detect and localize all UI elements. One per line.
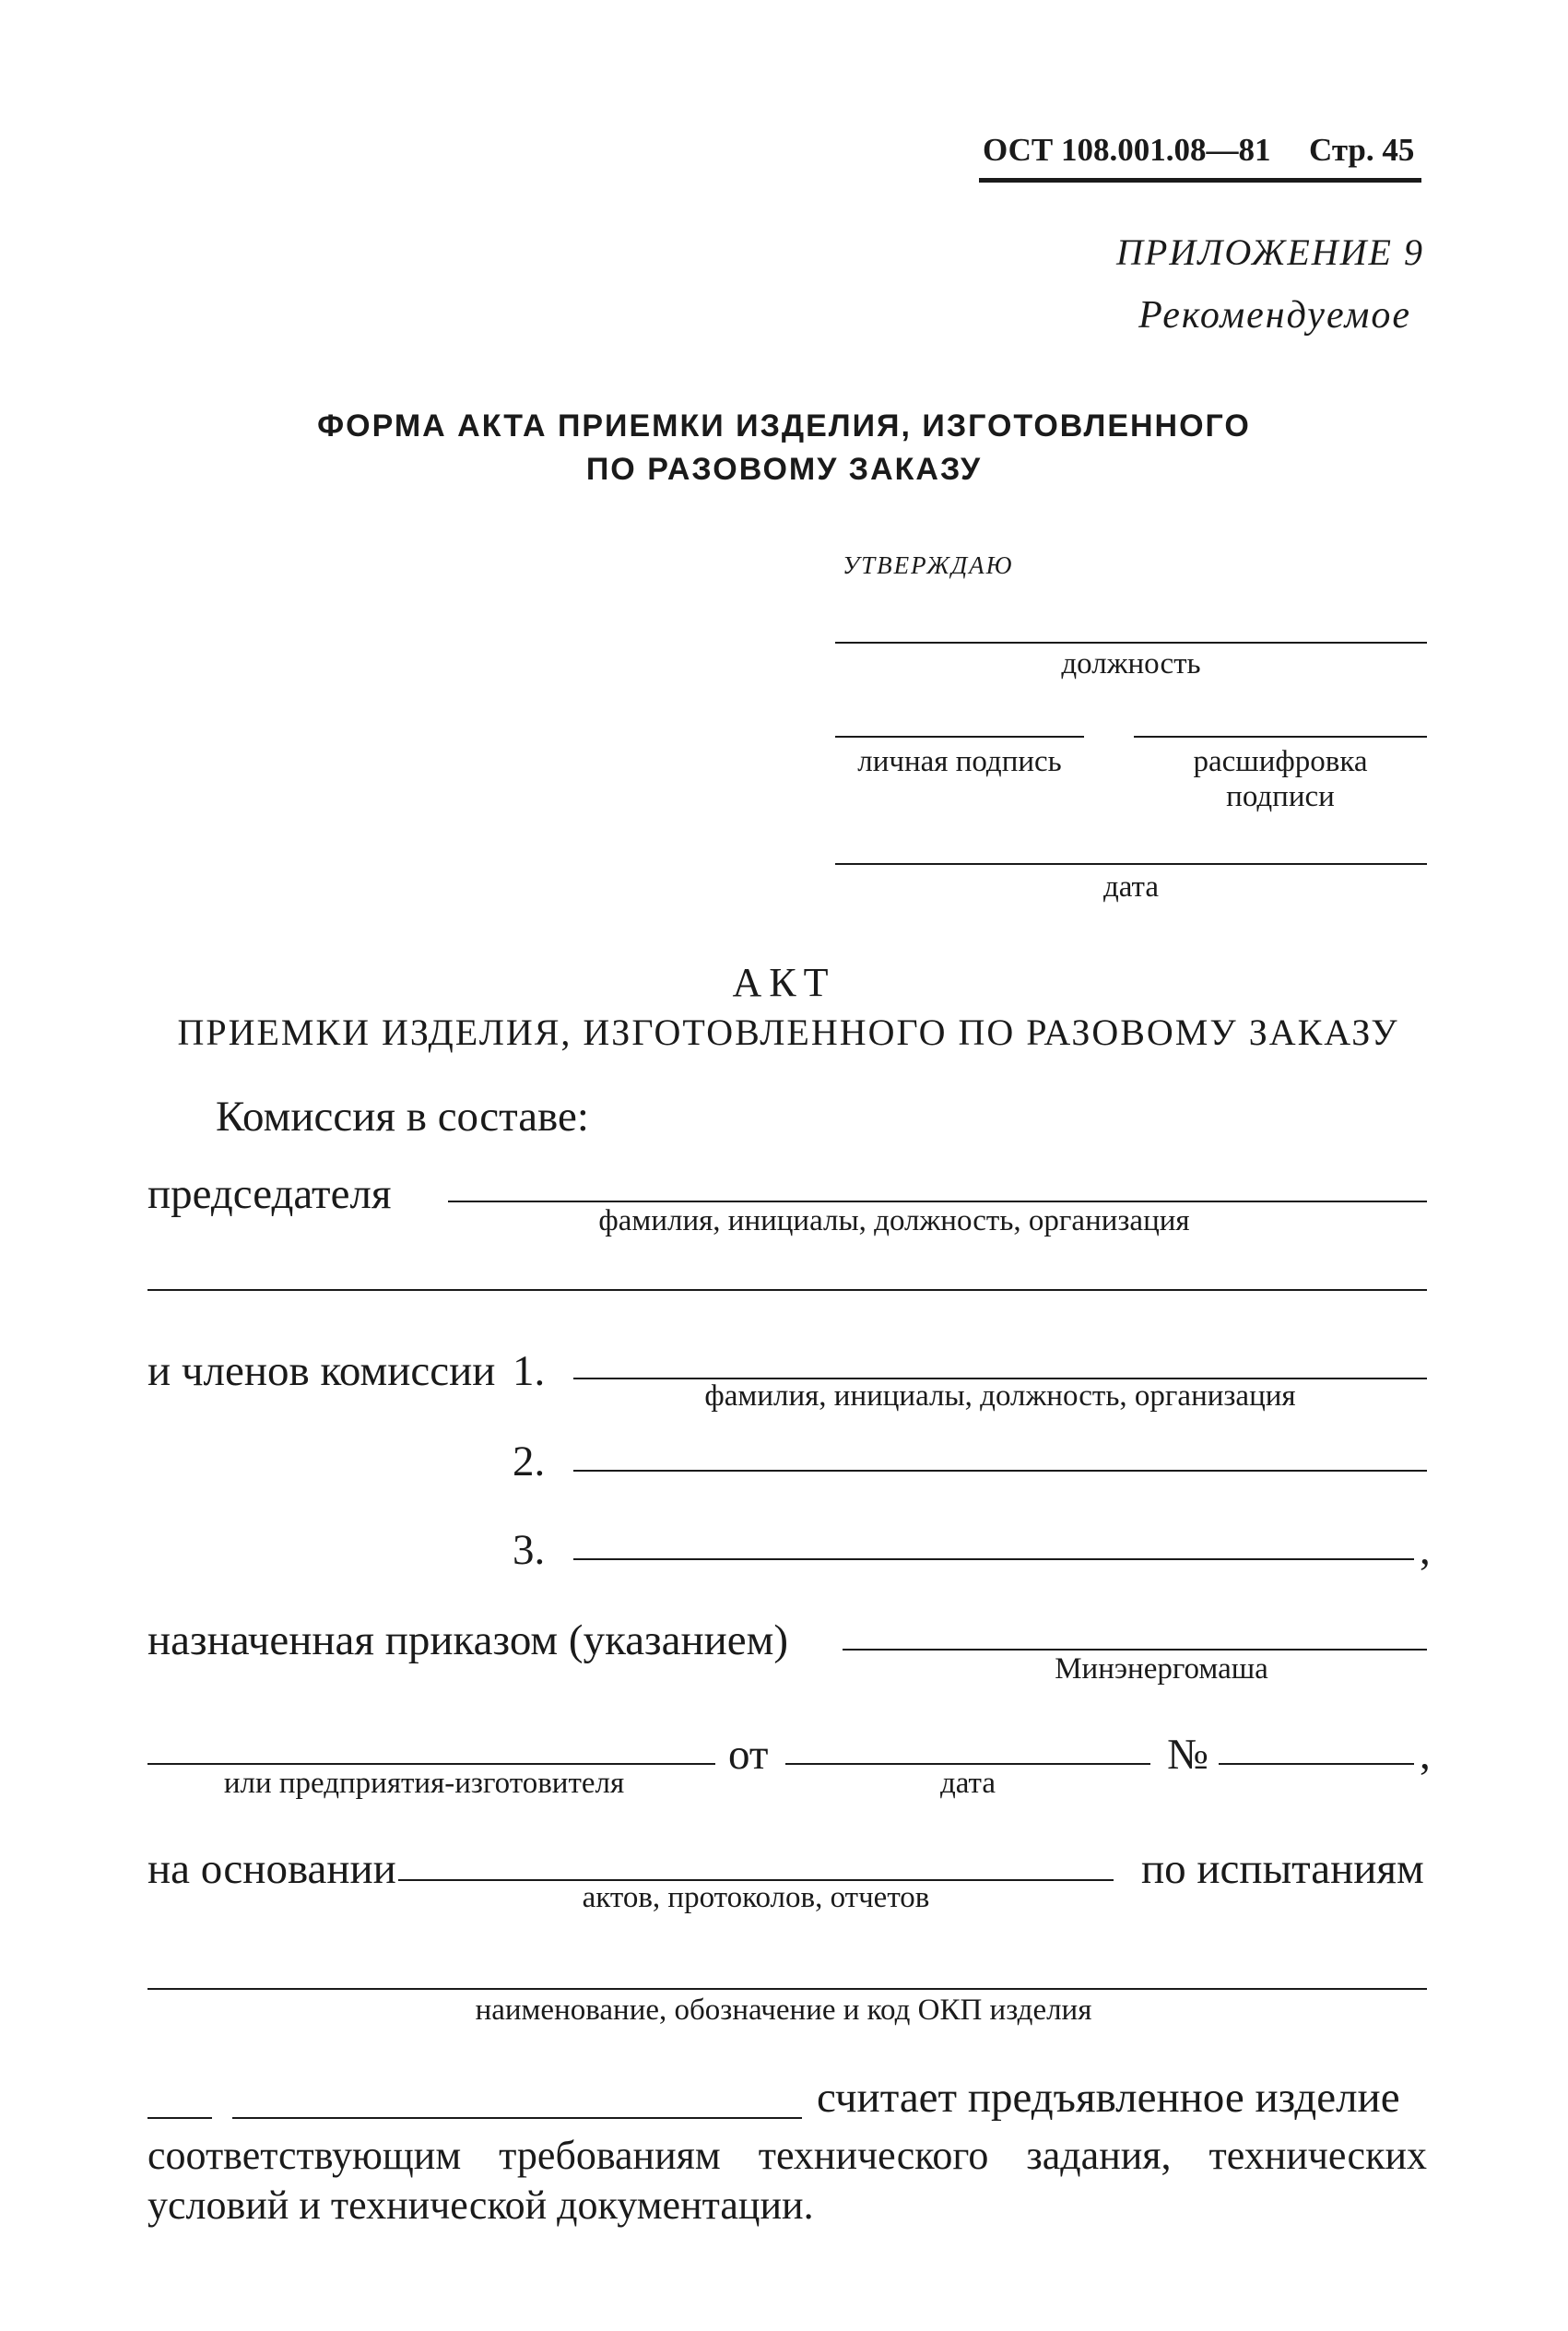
signature-decoding-caption-1: расшифровка: [1193, 745, 1368, 778]
chairman-line-2[interactable]: [147, 1289, 1427, 1291]
member-3-line[interactable]: [573, 1558, 1414, 1560]
decision-line[interactable]: [232, 2117, 802, 2119]
chairman-line[interactable]: [448, 1201, 1427, 1202]
order-line[interactable]: [843, 1649, 1427, 1651]
conformity-line-2: условий и технической документации.: [147, 2183, 814, 2228]
number-sign: №: [1167, 1731, 1208, 1779]
order-number-line[interactable]: [1219, 1763, 1414, 1765]
members-caption: фамилия, инициалы, должность, организация: [704, 1379, 1296, 1413]
page-number: Стр. 45: [1309, 132, 1415, 168]
member-2-number: 2.: [513, 1438, 546, 1485]
act-title: АКТ: [732, 960, 836, 1005]
approve-stamp: УТВЕРЖДАЮ: [843, 551, 1014, 579]
standard-code: ОСТ 108.001.08—81: [983, 132, 1271, 168]
commission-label: Комиссия в составе:: [216, 1093, 589, 1141]
personal-signature-caption: личная подпись: [857, 745, 1062, 778]
product-line[interactable]: [147, 1988, 1427, 1990]
form-title-line1: ФОРМА АКТА ПРИЕМКИ ИЗДЕЛИЯ, ИЗГОТОВЛЕННОГО: [317, 408, 1251, 444]
position-caption: должность: [1061, 647, 1201, 680]
position-line[interactable]: [835, 642, 1427, 644]
appendix-status: Рекомендуемое: [1138, 294, 1411, 337]
basis-label: на основании: [147, 1845, 396, 1893]
members-label: и членов комиссии: [147, 1347, 496, 1395]
product-caption: наименование, обозначение и код ОКП изделия: [475, 1994, 1092, 2027]
signature-decoding-line[interactable]: [1134, 736, 1427, 738]
tests-label: по испытаниям: [1141, 1845, 1424, 1893]
member-1-number: 1.: [513, 1347, 546, 1395]
chairman-caption: фамилия, инициалы, должность, организация: [598, 1204, 1190, 1237]
appendix-label: ПРИЛОЖЕНИЕ 9: [1116, 231, 1424, 273]
conformity-line-1: соответствующим требованиям технического задания, технических: [147, 2133, 1427, 2178]
approval-date-caption: дата: [1102, 870, 1160, 904]
docs-caption: актов, протоколов, отчетов: [582, 1881, 930, 1914]
ot-label: от: [728, 1731, 769, 1779]
approval-date-line[interactable]: [835, 863, 1427, 865]
order-date-line[interactable]: [785, 1763, 1150, 1765]
member-3-comma: ,: [1420, 1526, 1431, 1574]
decision-short-line[interactable]: [147, 2117, 212, 2119]
chairman-label: председателя: [147, 1170, 392, 1218]
form-title-line2: ПО РАЗОВОМУ ЗАКАЗУ: [585, 452, 983, 487]
order-number-comma: ,: [1420, 1731, 1431, 1779]
manufacturer-caption: или предприятия-изготовителя: [223, 1767, 625, 1800]
order-date-caption: дата: [939, 1767, 996, 1800]
considers-text: считает предъявленное изделие: [817, 2074, 1400, 2122]
signature-decoding-caption-2: подписи: [1226, 780, 1335, 813]
header-rule: [979, 178, 1421, 183]
member-2-line[interactable]: [573, 1470, 1427, 1472]
member-3-number: 3.: [513, 1526, 546, 1574]
ministry-caption: Минэнергомаша: [1055, 1652, 1268, 1686]
appointed-label: назначенная приказом (указанием): [147, 1616, 789, 1664]
personal-signature-line[interactable]: [835, 736, 1084, 738]
manufacturer-line[interactable]: [147, 1763, 715, 1765]
act-subtitle: ПРИЕМКИ ИЗДЕЛИЯ, ИЗГОТОВЛЕННОГО ПО РАЗОВОМУ ЗАКАЗУ: [177, 1012, 1399, 1053]
